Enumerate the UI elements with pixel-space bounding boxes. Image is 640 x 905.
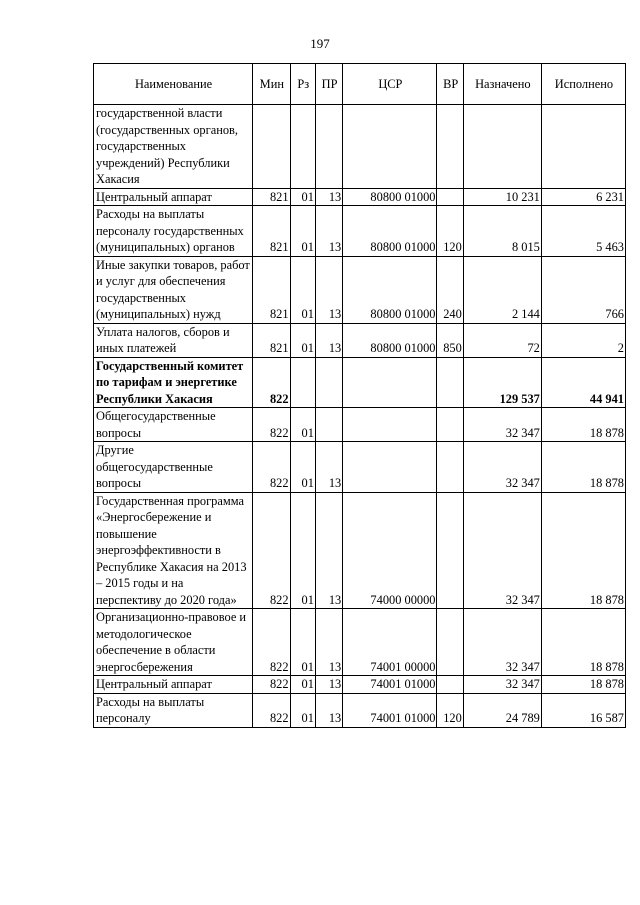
cell-pr: 13: [315, 609, 342, 676]
cell-vr: [437, 492, 463, 609]
cell-min: 822: [253, 357, 290, 408]
table-row: [94, 676, 626, 694]
cell-min: 821: [253, 256, 290, 323]
cell-executed: 18 878: [541, 676, 625, 694]
cell-vr: [437, 442, 463, 493]
cell-name: государственной власти (государственных органов, государственных учреждений) Республики Хакасия: [94, 105, 253, 189]
cell-min: 821: [253, 206, 290, 257]
table-row: [94, 492, 626, 609]
cell-min: 822: [253, 492, 290, 609]
cell-name: Уплата налогов, сборов и иных платежей: [94, 323, 253, 357]
header-name: Наименование: [94, 64, 253, 105]
cell-csr: 80800 01000: [343, 206, 437, 257]
cell-executed: 766: [541, 256, 625, 323]
cell-csr: 74001 00000: [343, 609, 437, 676]
cell-name: Государственный комитет по тарифам и энергетике Республики Хакасия: [94, 357, 253, 408]
cell-name: Центральный аппарат: [94, 188, 253, 206]
cell-assigned: 129 537: [463, 357, 541, 408]
cell-min: [253, 105, 290, 189]
cell-min: 821: [253, 323, 290, 357]
table-row: [94, 442, 626, 493]
cell-min: 821: [253, 188, 290, 206]
cell-executed: 16 587: [541, 693, 625, 727]
table-row: [94, 188, 626, 206]
cell-name: Организационно-правовое и методологическое обеспечение в области энергосбережения: [94, 609, 253, 676]
cell-csr: 74001 01000: [343, 676, 437, 694]
cell-vr: 850: [437, 323, 463, 357]
cell-pr: 13: [315, 256, 342, 323]
table-row: [94, 206, 626, 257]
cell-rz: 01: [290, 693, 315, 727]
cell-executed: 18 878: [541, 492, 625, 609]
cell-name: Иные закупки товаров, работ и услуг для обеспечения государственных (муниципальных) нужд: [94, 256, 253, 323]
cell-rz: 01: [290, 442, 315, 493]
header-csr: ЦСР: [343, 64, 437, 105]
cell-pr: [315, 408, 342, 442]
cell-name: Расходы на выплаты персоналу государственных (муниципальных) органов: [94, 206, 253, 257]
cell-rz: 01: [290, 609, 315, 676]
cell-rz: 01: [290, 323, 315, 357]
cell-assigned: 32 347: [463, 609, 541, 676]
cell-assigned: 32 347: [463, 442, 541, 493]
cell-name: Общегосударственные вопросы: [94, 408, 253, 442]
cell-min: 822: [253, 442, 290, 493]
header-vr: ВР: [437, 64, 463, 105]
cell-executed: 2: [541, 323, 625, 357]
cell-pr: 13: [315, 676, 342, 694]
cell-min: 822: [253, 609, 290, 676]
cell-csr: [343, 442, 437, 493]
cell-min: 822: [253, 676, 290, 694]
cell-assigned: 24 789: [463, 693, 541, 727]
header-min: Мин: [253, 64, 290, 105]
cell-pr: 13: [315, 188, 342, 206]
cell-executed: 18 878: [541, 408, 625, 442]
cell-csr: 74000 00000: [343, 492, 437, 609]
cell-min: 822: [253, 693, 290, 727]
cell-vr: 120: [437, 693, 463, 727]
cell-assigned: 8 015: [463, 206, 541, 257]
cell-name: Расходы на выплаты персоналу: [94, 693, 253, 727]
cell-vr: [437, 188, 463, 206]
cell-rz: 01: [290, 676, 315, 694]
cell-executed: [541, 105, 625, 189]
table-row: [94, 609, 626, 676]
cell-csr: 80800 01000: [343, 323, 437, 357]
cell-pr: 13: [315, 492, 342, 609]
cell-assigned: 32 347: [463, 408, 541, 442]
cell-csr: 80800 01000: [343, 256, 437, 323]
table-row: [94, 323, 626, 357]
cell-pr: 13: [315, 323, 342, 357]
cell-rz: 01: [290, 256, 315, 323]
cell-pr: [315, 105, 342, 189]
cell-rz: 01: [290, 408, 315, 442]
cell-rz: 01: [290, 492, 315, 609]
header-executed: Исполнено: [541, 64, 625, 105]
cell-csr: [343, 408, 437, 442]
table-row: [94, 357, 626, 408]
cell-executed: 6 231: [541, 188, 625, 206]
cell-assigned: 10 231: [463, 188, 541, 206]
cell-executed: 5 463: [541, 206, 625, 257]
cell-executed: 18 878: [541, 442, 625, 493]
cell-assigned: 32 347: [463, 492, 541, 609]
cell-pr: 13: [315, 693, 342, 727]
cell-name: Центральный аппарат: [94, 676, 253, 694]
cell-assigned: [463, 105, 541, 189]
cell-assigned: 2 144: [463, 256, 541, 323]
cell-vr: [437, 676, 463, 694]
cell-min: 822: [253, 408, 290, 442]
cell-vr: [437, 357, 463, 408]
cell-pr: 13: [315, 206, 342, 257]
header-assigned: Назначено: [463, 64, 541, 105]
cell-assigned: 72: [463, 323, 541, 357]
table-row: [94, 408, 626, 442]
budget-table: [93, 63, 626, 728]
cell-vr: 240: [437, 256, 463, 323]
cell-executed: 44 941: [541, 357, 625, 408]
cell-pr: [315, 357, 342, 408]
cell-csr: 74001 01000: [343, 693, 437, 727]
table-row: [94, 105, 626, 189]
table-row: [94, 693, 626, 727]
header-row: [94, 64, 626, 105]
cell-rz: [290, 357, 315, 408]
cell-rz: 01: [290, 206, 315, 257]
page-number: 197: [310, 36, 330, 51]
cell-csr: [343, 105, 437, 189]
header-rz: Рз: [290, 64, 315, 105]
cell-executed: 18 878: [541, 609, 625, 676]
cell-csr: [343, 357, 437, 408]
cell-name: Другие общегосударственные вопросы: [94, 442, 253, 493]
cell-vr: [437, 105, 463, 189]
header-pr: ПР: [315, 64, 342, 105]
cell-vr: [437, 408, 463, 442]
cell-rz: 01: [290, 188, 315, 206]
cell-name: Государственная программа «Энергосбережение и повышение энергоэффективности в Республике Хакасия на 2013 – 2015 годы и на перспективу до 2020 года»: [94, 492, 253, 609]
cell-assigned: 32 347: [463, 676, 541, 694]
cell-vr: [437, 609, 463, 676]
cell-rz: [290, 105, 315, 189]
cell-csr: 80800 01000: [343, 188, 437, 206]
cell-vr: 120: [437, 206, 463, 257]
table-row: [94, 256, 626, 323]
cell-pr: 13: [315, 442, 342, 493]
